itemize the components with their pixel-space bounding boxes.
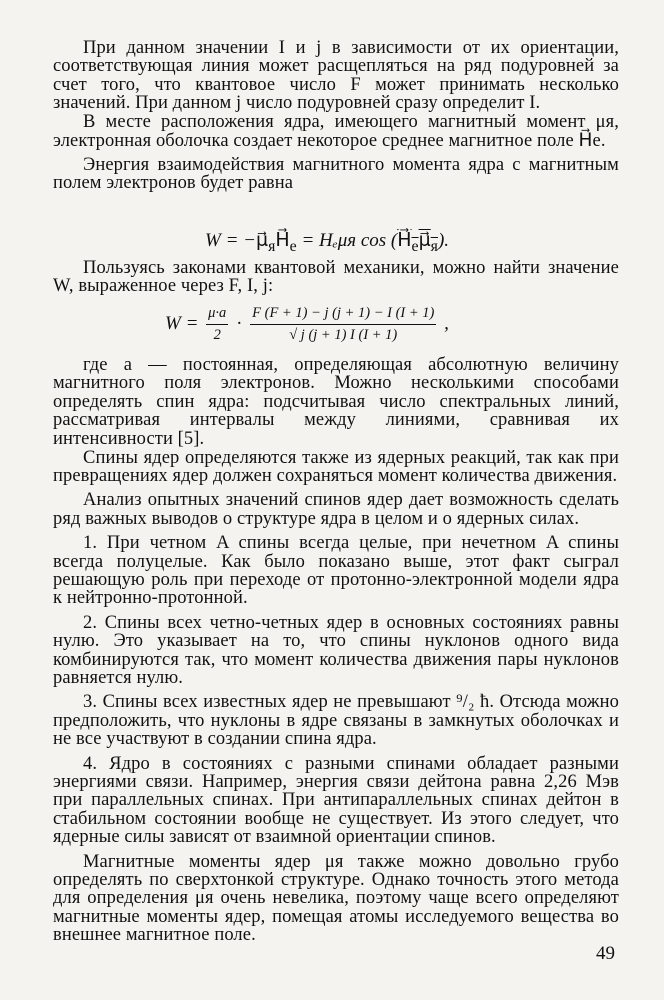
paragraph-11: 4. Ядро в состояниях с разными спинами обладает разными энергиями связи. Например, энергия связи дейтона равна 2,26 Мэв при параллельных спинах. При антипараллельных спинах дейтон в стабильном состоянии вообще не существует. Из этого следует, что ядерные силы зависят от взаимной ориентации спинов.: [53, 753, 619, 848]
text-block-bottom: [53, 356, 619, 945]
paragraph-3: Энергия взаимодействия магнитного момента ядра с магнитным полем электронов будет равна: [53, 154, 619, 194]
w-formula-fraction-2-num: F (F + 1) − j (j + 1) − I (I + 1): [250, 305, 436, 325]
paragraph-1: При данном значении I и j в зависимости от их ориентации, соответствующая линия может расщепляться на ряд подуровней за счет того, что квантовое число F может принимать несколько значений. При данном j число подуровней сразу определит I.: [53, 38, 619, 114]
w-formula-end: ,: [444, 312, 449, 334]
w-formula-fraction-2-den: √ j (j + 1) I (I + 1): [289, 327, 398, 343]
paragraph-5: где a — постоянная, определяющая абсолютную величину магнитного поля электронов. Можно несколькими способами определять спин ядра: подсчитывая число спектральных линий, рассматривая интервалы между линиями, сравнивая их интенсивности [5].: [53, 355, 619, 449]
energy-formula-end: ).: [437, 230, 450, 251]
w-formula-fraction-1: [206, 305, 228, 344]
page-number: 49: [596, 943, 615, 964]
paragraph-6: Спины ядер определяются также из ядерных реакций, так как при превращениях ядер должен сохраняться момент количества движения.: [53, 447, 619, 486]
energy-formula: $W = -\mu⃗_яH⃗_e = H_e\mu я$ $\cos (H⃗_e\mu⃗_я)$.: [205, 230, 450, 255]
w-formula-fraction-1-den: 2: [213, 327, 221, 343]
text-block-top: [53, 39, 619, 193]
w-formula-lhs: W =: [165, 312, 204, 334]
paragraph-2: В месте расположения ядра, имеющего магнитный момент μя, электронная оболочка создает некоторое среднее магнитное поле H⃗e.: [53, 112, 619, 151]
paragraph-4: Пользуясь законами квантовой механики, можно найти значение W, выраженное через F, I, j:: [53, 258, 619, 297]
paragraph-10: 3. Спины всех известных ядер не превышают ⁹/₂ ħ. Отсюда можно предположить, что нуклоны в ядре связаны в замкнутых оболочках и не все участвуют в создании спина ядра.: [53, 692, 619, 750]
energy-formula-lhs: W = −: [205, 230, 256, 251]
w-formula-fraction-1-num: μ·a: [206, 305, 228, 325]
w-formula-dot: ·: [236, 312, 243, 334]
paragraph-12: Магнитные моменты ядер μя также можно довольно грубо определять по сверхтонкой структуре. Однако точность этого метода для определения μя очень невелика, поэтому чаще всего определяют магнитные моменты ядер, помещая атомы исследуемого вещества во внешнее магнитное поле.: [53, 851, 619, 946]
energy-formula-mid: = Hₑμя cos (: [296, 230, 398, 251]
w-formula: [165, 305, 449, 344]
text-block-middle: [53, 259, 619, 296]
paragraph-9: 2. Спины всех четно-четных ядер в основных состояниях равны нулю. Это указывает на то, что спины нуклонов одного вида комбинируются так, что момент количества движения пары нуклонов равняется нулю.: [53, 612, 619, 688]
paragraph-7: Анализ опытных значений спинов ядер дает возможность сделать ряд важных выводов о структуре ядра в целом и о ядерных силах.: [53, 490, 619, 529]
paragraph-8: 1. При четном A спины всегда целые, при нечетном A спины всегда полуцелые. Как было показано выше, этот факт сыграл решающую роль при переходе от протонно-электронной модели ядра к нейтронно-протонной.: [53, 533, 619, 609]
w-formula-fraction-2: [250, 305, 436, 344]
